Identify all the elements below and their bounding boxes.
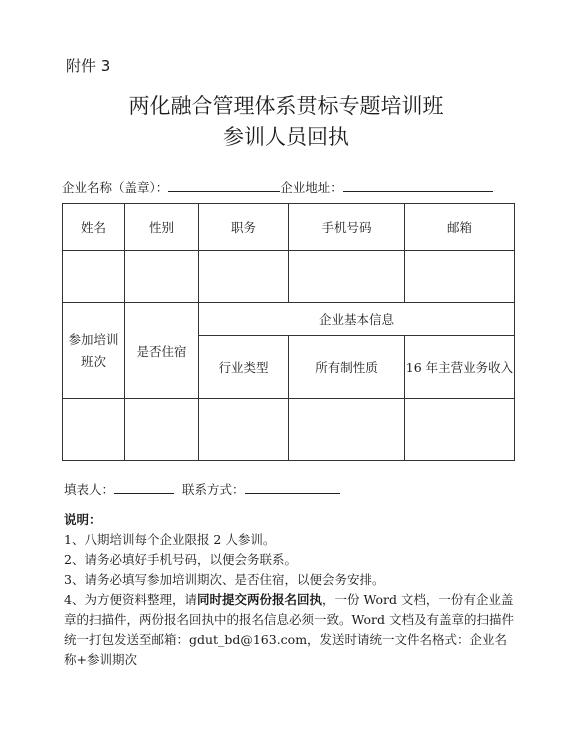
table-row [63, 399, 515, 461]
header-phone: 手机号码 [289, 204, 405, 251]
company-address-label: 企业地址： [280, 180, 343, 195]
filler-label: 填表人： [64, 482, 115, 497]
company-info-header-row [63, 303, 515, 336]
note-item-emphasis: 同时提交两份报名回执 [196, 592, 322, 607]
notes-section [64, 510, 516, 670]
session-label: 参加培训班次 [63, 303, 125, 399]
session-cell[interactable] [63, 399, 125, 461]
header-gender: 性别 [125, 204, 199, 251]
note-item-rest: ，一份 Word 文档，一份有企业盖章的扫描件，两份报名回执中的报名信息必须一致。Word 文档及有盖章的扫描件统一打包发送至邮箱：gdut_bd@163.com，发送时请统一文件名格式：企业名称+参训期次 [64, 592, 514, 667]
header-email: 邮箱 [405, 204, 515, 251]
note-item: 2、请务必填好手机号码，以便会务联系。 [64, 552, 297, 567]
revenue-cell[interactable] [405, 399, 515, 461]
document-title: 两化融合管理体系贯标专题培训班 [128, 94, 444, 118]
name-cell[interactable] [63, 251, 125, 303]
table-header-row [63, 204, 515, 251]
notes-title: 说明： [64, 512, 102, 527]
registration-table [62, 203, 515, 461]
header-name: 姓名 [63, 204, 125, 251]
lodging-label: 是否住宿 [125, 303, 199, 399]
header-ownership: 所有制性质 [289, 336, 405, 399]
header-revenue: 16 年主营业务收入 [405, 336, 515, 399]
header-position: 职务 [199, 204, 289, 251]
note-item: 3、请务必填写参加培训期次、是否住宿，以便会务安排。 [64, 572, 385, 587]
gender-cell[interactable] [125, 251, 199, 303]
contact-field[interactable] [245, 480, 340, 494]
header-industry-type: 行业类型 [199, 336, 289, 399]
company-name-field[interactable] [168, 178, 280, 192]
attachment-label: 附件 3 [66, 57, 111, 75]
phone-cell[interactable] [289, 251, 405, 303]
note-item: 1、八期培训每个企业限报 2 人参训。 [64, 532, 276, 547]
lodging-cell[interactable] [125, 399, 199, 461]
table-row [63, 251, 515, 303]
ownership-cell[interactable] [289, 399, 405, 461]
company-info-row [62, 178, 493, 196]
company-address-field[interactable] [343, 178, 493, 192]
contact-label: 联系方式： [182, 482, 245, 497]
industry-cell[interactable] [199, 399, 289, 461]
company-basic-info-label: 企业基本信息 [199, 303, 515, 336]
company-name-label: 企业名称（盖章）： [62, 180, 169, 195]
email-cell[interactable] [405, 251, 515, 303]
document-subtitle: 参训人员回执 [223, 125, 349, 149]
filler-row [64, 480, 340, 498]
note-item [64, 590, 516, 670]
note-item-prefix: 4、为方便资料整理，请 [64, 592, 197, 607]
filler-field[interactable] [114, 480, 174, 494]
position-cell[interactable] [199, 251, 289, 303]
